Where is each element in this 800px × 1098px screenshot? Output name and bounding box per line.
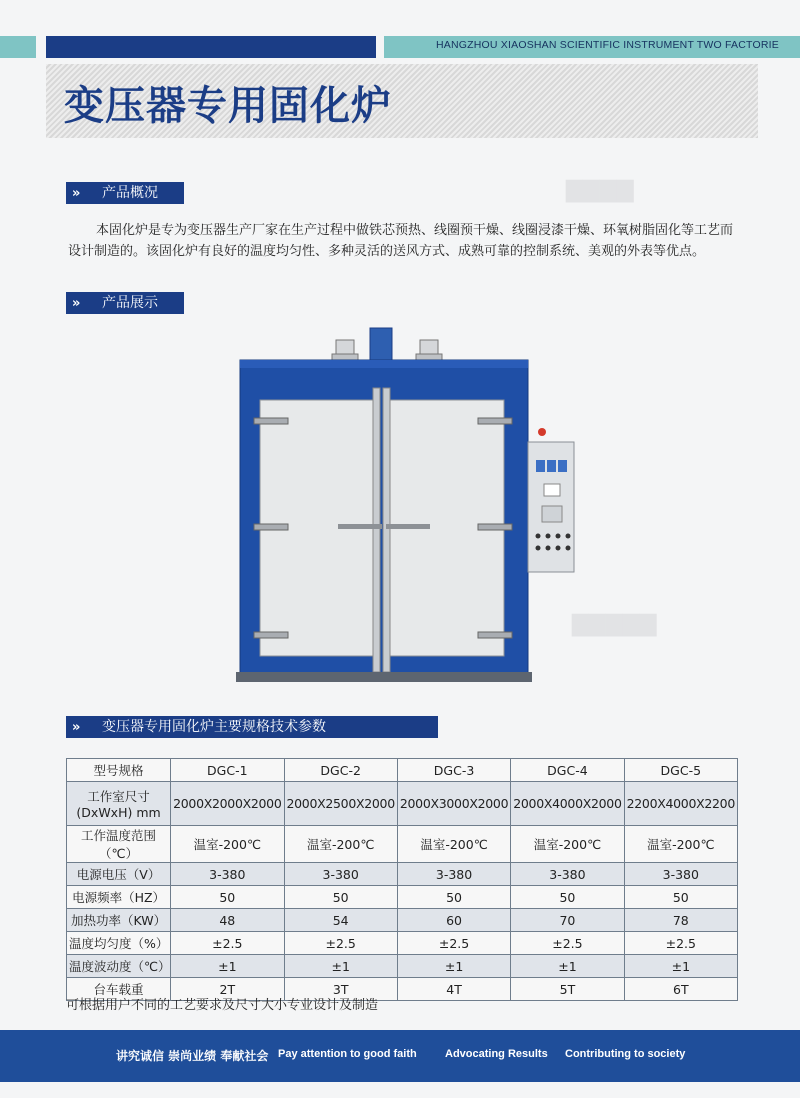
table-cell: 温室-200℃ xyxy=(397,826,510,863)
table-header-row xyxy=(67,759,738,782)
table-cell: 电源电压（V） xyxy=(67,863,171,886)
table-cell: ±2.5 xyxy=(624,932,737,955)
table-cell: ±1 xyxy=(284,955,397,978)
table-cell: 50 xyxy=(397,886,510,909)
table-cell: 电源频率（HZ） xyxy=(67,886,171,909)
table-cell: 温室-200℃ xyxy=(171,826,284,863)
table-cell: DGC-4 xyxy=(511,759,624,782)
intro-paragraph: 本固化炉是专为变压器生产厂家在生产过程中做铁芯预热、线圈预干燥、线圈浸漆干燥、环氧树脂固化等工艺而设计制造的。该固化炉有良好的温度均匀性、多种灵活的送风方式、成熟可靠的控制系统、美观的外表等优点。 xyxy=(68,223,734,259)
table-cell: ±2.5 xyxy=(511,932,624,955)
table-cell: 2200X4000X2200 xyxy=(624,782,737,826)
table-cell: 3-380 xyxy=(397,863,510,886)
section-header-overview xyxy=(66,182,184,204)
factory-name-bar xyxy=(384,36,800,58)
table-cell: ±1 xyxy=(624,955,737,978)
table-cell: DGC-3 xyxy=(397,759,510,782)
section-label: 产品概况 xyxy=(102,185,158,201)
table-cell: 50 xyxy=(511,886,624,909)
section-label: 产品展示 xyxy=(102,295,158,311)
table-cell: 温室-200℃ xyxy=(624,826,737,863)
top-accent-bar xyxy=(0,36,36,58)
table-cell: 3-380 xyxy=(171,863,284,886)
show-through-mark: ▇▇▇▇ xyxy=(566,178,634,203)
table-cell: 型号规格 xyxy=(67,759,171,782)
table-cell: 温度均匀度（%） xyxy=(67,932,171,955)
table-cell: 2000X2500X2000 xyxy=(284,782,397,826)
section-header-specs xyxy=(66,716,438,738)
table-cell: DGC-1 xyxy=(171,759,284,782)
table-cell: 60 xyxy=(397,909,510,932)
footer-slogan-en: Advocating Results xyxy=(445,1048,548,1060)
title-band xyxy=(46,64,758,138)
table-row xyxy=(67,782,738,826)
double-chevron-icon: » xyxy=(72,720,78,735)
table-cell: 温室-200℃ xyxy=(511,826,624,863)
footer-slogan-en: Contributing to society xyxy=(565,1048,686,1060)
table-cell: 5T xyxy=(511,978,624,1001)
table-cell: 2000X3000X2000 xyxy=(397,782,510,826)
table-cell: 6T xyxy=(624,978,737,1001)
table-cell: 70 xyxy=(511,909,624,932)
table-cell: ±1 xyxy=(171,955,284,978)
table-cell: 温室-200℃ xyxy=(284,826,397,863)
table-cell: 50 xyxy=(624,886,737,909)
factory-name: HANGZHOU XIAOSHAN SCIENTIFIC INSTRUMENT TWO FACTORIE xyxy=(436,39,779,51)
table-row xyxy=(67,955,738,978)
table-cell: 48 xyxy=(171,909,284,932)
double-chevron-icon: » xyxy=(72,296,78,311)
table-cell: DGC-5 xyxy=(624,759,737,782)
table-cell: 2000X4000X2000 xyxy=(511,782,624,826)
table-cell: 50 xyxy=(171,886,284,909)
table-cell xyxy=(67,782,171,826)
custom-design-note: 可根据用户不同的工艺要求及尺寸大小专业设计及制造 xyxy=(66,998,379,1013)
table-cell: 3-380 xyxy=(284,863,397,886)
table-cell: 工作温度范围（℃） xyxy=(67,826,171,863)
table-row xyxy=(67,863,738,886)
top-navy-bar xyxy=(46,36,376,58)
curing-oven-illustration xyxy=(230,326,580,690)
double-chevron-icon: » xyxy=(72,186,78,201)
table-cell: ±2.5 xyxy=(171,932,284,955)
table-row xyxy=(67,909,738,932)
row-label-line: (DxWxH) mm xyxy=(76,805,161,820)
table-cell: 3T xyxy=(284,978,397,1001)
table-cell: 50 xyxy=(284,886,397,909)
table-cell: ±2.5 xyxy=(397,932,510,955)
row-label-line: 工作室尺寸 xyxy=(87,789,150,804)
table-row xyxy=(67,886,738,909)
section-header-showcase xyxy=(66,292,184,314)
table-cell: ±2.5 xyxy=(284,932,397,955)
table-cell: 2T xyxy=(171,978,284,1001)
spec-table xyxy=(66,758,738,1001)
table-cell: DGC-2 xyxy=(284,759,397,782)
section-label: 变压器专用固化炉主要规格技术参数 xyxy=(102,719,326,735)
table-cell: 台车载重 xyxy=(67,978,171,1001)
table-row xyxy=(67,826,738,863)
footer-slogan-cn: 讲究诚信 崇尚业绩 奉献社会 xyxy=(116,1049,269,1063)
table-row xyxy=(67,932,738,955)
footer-band xyxy=(0,1030,800,1082)
table-cell: 温度波动度（℃） xyxy=(67,955,171,978)
table-cell: ±1 xyxy=(511,955,624,978)
table-cell: 78 xyxy=(624,909,737,932)
table-cell: 2000X2000X2000 xyxy=(171,782,284,826)
product-image-curing-oven xyxy=(230,326,580,690)
footer-slogan-en: Pay attention to good faith xyxy=(278,1048,417,1060)
table-cell: 加热功率（KW） xyxy=(67,909,171,932)
table-cell: 4T xyxy=(397,978,510,1001)
show-through-mark: ▇▇▇▇▇ xyxy=(572,612,657,637)
table-cell: 54 xyxy=(284,909,397,932)
page-title: 变压器专用固化炉 xyxy=(64,83,392,129)
table-cell: 3-380 xyxy=(511,863,624,886)
table-cell: ±1 xyxy=(397,955,510,978)
table-cell: 3-380 xyxy=(624,863,737,886)
